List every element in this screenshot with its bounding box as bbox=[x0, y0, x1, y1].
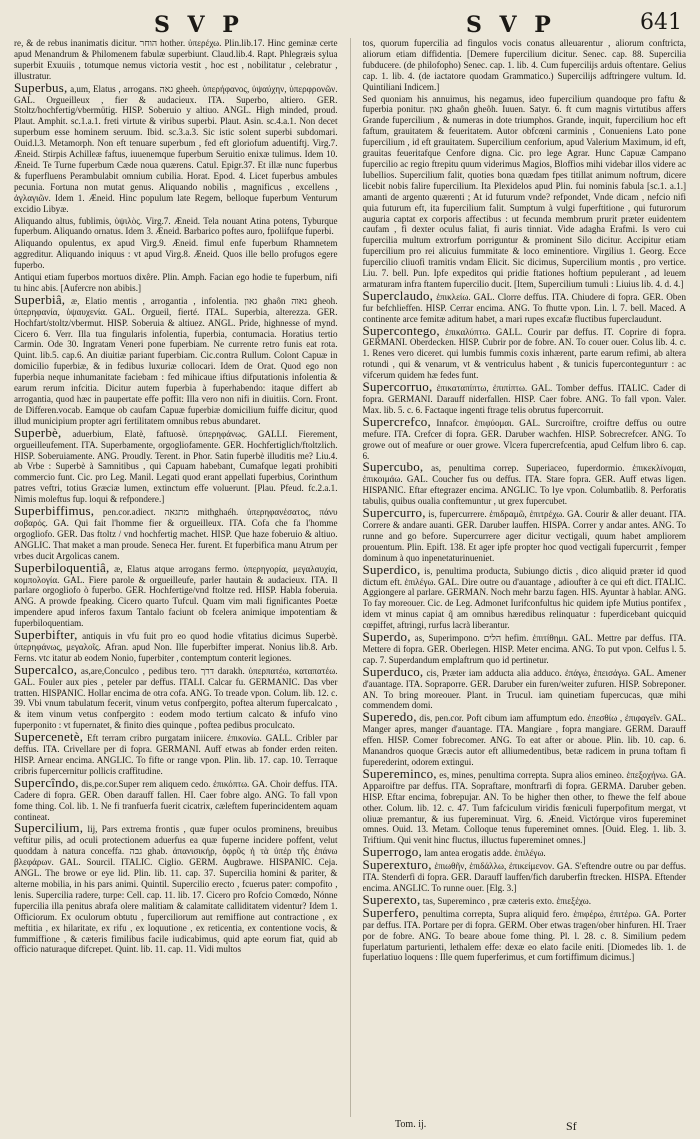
entry-headword: Supercontego, bbox=[362, 322, 440, 338]
entry-headword: Supercalco, bbox=[14, 661, 78, 677]
entry-text: as,are,Conculco , pedibus tero. דרך darakh. ὑπερπατέω, καταπατέω. GAL. Fouler aux pies , peteler par deffus. ITALI. Calcar fu. GERMANIC. Das vber tratten. HISPANIC. Hollar encima de otra cofa. ANG. To treade vpon. Colum. lib. 12. c. 39. Vbi vnum tabulatum fecerit, vinum vetus confpergito, poftea alterum fupercalcato , & item vinum vetus confpergito : eodem modo tertium calcato & infufo vino fuperponito : vt fupernatet, & finito dies quinque , poftea pedibus proculcato. bbox=[14, 665, 338, 731]
entry-text: Aliquando opulentus, ex apud Virg.9. Æneid. fimul enfe fuperbum Rhamnetem aggreditur. Aliquando iniquus : vt apud Virg.8. Æneid. Quos ille bello profugos egere fuperbo. bbox=[14, 238, 338, 271]
dictionary-entry bbox=[14, 729, 338, 777]
page-header bbox=[14, 10, 686, 38]
entry-text: penultima correpta, Supra aliquid fero. ἐπιφέρω, ἐπιτέρω. GA. Porter par deffus. ITA. Portare per di fopra. GERM. Ober etwas tragen/ober hinfuren. HI. Traer por de fobre. ANG. To beare aboue fome thing. Pl. l. 28. c. 8. Similium pedem fuperlatum parturienti, lethalem effe: dexæ eo elato facile eniti. [Diomedes lib. 1. de fuperlatiuo loquens : Ille quem fuperferimus, et cum fortiffimum dicimus.] bbox=[362, 908, 686, 963]
entry-text: Antiqui etiam fuperbos mortuos dixêre. Plin. Amph. Facian ego hodie te fuperbum, nifi tu hinc abis. [Aufercre non abibis.] bbox=[14, 272, 338, 293]
entry-text: aduerbium, Elatè, faftuosè. ὑπερηφάνως. GALLI. Fierement, orgueilleufement. ITA. Superbamente, orgogliofamente. GER. Hochfertiglich/ftoltzlich. HISP. Soberuiamente. ANG. Proudly. Terent. in Phor. Satin fuperbè illuditis me? Liu.4. ab Vrbe : Superbè à Samnitibus , qui Capuam habebant, Cumafque legati prohibiti commercio funt. Cic. pro Leg. Manil. Legati quod erant appellati fuperbius, Corinthum patres veftri, totius Græciæ lumen, extinctum effe voluerunt. [Plau. Pfeud. fc.2.a.1. Nimis moleftus fup. loqui & refpondere.] bbox=[14, 428, 338, 505]
entry-headword: Supercenetè, bbox=[14, 729, 84, 745]
dictionary-entry bbox=[362, 904, 687, 964]
entry-headword: Superfero, bbox=[362, 904, 420, 920]
column-divider bbox=[350, 38, 351, 1117]
dictionary-entry bbox=[14, 661, 338, 731]
entry-text: lam antea erogatis adde. ἐπιλέγω. bbox=[424, 848, 546, 859]
dictionary-entry bbox=[14, 820, 338, 955]
entry-headword: Superbiffimus, bbox=[14, 503, 95, 519]
left-column bbox=[14, 38, 338, 1117]
entry-headword: Superexturo, bbox=[362, 857, 432, 873]
entry-headword: Supercubo, bbox=[362, 459, 424, 475]
entry-headword: Superbiloquentiâ, bbox=[14, 559, 110, 575]
dictionary-entry bbox=[362, 413, 687, 462]
page-number: 641 bbox=[640, 10, 682, 35]
entry-text: dis,pe.cor.Super rem aliquem cedo. ἐπικόπτω. GA. Choir deffus. ITA. Cadere di fopra. GER. Oben darauff fallen. HI. Caer fobre algo. ANG. To fall vpon fome thing. Col. lib. 1. Ne fi tranfuerfa fuerit cicatrix, cæleftem fuperincidentem aquam contineat. bbox=[14, 778, 338, 822]
dictionary-entry bbox=[14, 627, 338, 664]
running-head-right: S V P bbox=[466, 12, 556, 38]
page-footer bbox=[0, 1119, 700, 1133]
entry-text: tas, Supereminco , præ cæteris exto. ἐπιεξέχω. bbox=[422, 895, 591, 906]
entry-text: ἐπιωθῆν, ἐπιδάλλω, ἐπικείμενον. GA. S'eftendre outre ou par deffus. ITA. Stenderfi di fopra. GER. Darauff lauffen/fich daruberfin ftrecken. HISPA. Eftender encima. ANGLIC. To runne ouer. [Elg. 3.] bbox=[362, 861, 686, 893]
dictionary-entry bbox=[362, 663, 687, 712]
dictionary-entry bbox=[14, 291, 338, 427]
entry-text: is, fupercurrere. ἐπιδραμῶ, ἐπιτρέχω. GA. Courir & aller deuant. ITA. Correre & andare auanti. GER. Daruber lauffen. HISPA. Correr y andar antes. ANG. To runne and go before. Supercurrere ager dicitur vectigali, quum habet ampliorem prouentum. Plin. Epift. 138. Et ager ipfe propter hoc quod vectigali fupercurrit , femper dominum à quo inpenetaturinueniet. bbox=[362, 509, 686, 563]
dictionary-entry bbox=[14, 38, 338, 82]
entry-text: ἐπικαταπίπτω, ἐπιπίπτω. GAL. Tomber deffus. ITALIC. Cader di fopra. GERMANI. Darauff niderfallen. HISP. Caer fobre. ANG. To fall vpon. Valer. Max. lib. 5. c. 6. Factaque ingenti ftrage telis obrutus fupercorruit. bbox=[362, 383, 686, 415]
entry-headword: Supercîndo, bbox=[14, 774, 79, 790]
dictionary-entry bbox=[362, 857, 687, 894]
entry-text: Aliquando altus, fublimis, ὑψιλὸς. Virg.7. Æneid. Tela nouant Atina potens, Tyburque fuperbum. Aliquando ornatus. Idem 3. Æneid. Barbarico poftes auro, fpoliifque fuperbi. bbox=[14, 215, 338, 237]
entry-headword: Superbè, bbox=[14, 424, 62, 440]
dictionary-entry bbox=[363, 38, 687, 93]
entry-text: cis, Præter iam adducta alia adduco. ἐπάγω, ἐπεισάγω. GAL. Amener d'auantage. ITA. Sopraporre. GER. Daruber ein furen/weiter zufuren. HISP. Sobreponer. AN. To bring moreouer. Plant. in Trucul. iam quinetiam fupercucas, quæ mihi commendem domi. bbox=[362, 667, 686, 711]
entry-headword: Supercurro, bbox=[362, 505, 426, 521]
dictionary-entry bbox=[362, 287, 687, 325]
dictionary-entry bbox=[14, 79, 338, 215]
entry-text: dis, pen.cor. Poft cibum iam affumptum edo. ἐπεσθίω , ἐπιφαγεῖν. GAL. Manger apres, manger d'auantage. ITA. Mangiare , fopra mangiare. GERM. Darauff effen. HISP. Comer fobrecomer. ANG. To eat after or aboue. Plin. lib. 10. cap. 6. Manandros quoque Græcis autor eft alliumedentibus, betæ radicem in pruna toftam fi fuperederint, odorem extingui. bbox=[362, 713, 686, 767]
dictionary-entry bbox=[362, 561, 687, 631]
dictionary-entry bbox=[362, 505, 687, 564]
dictionary-entry bbox=[14, 424, 338, 505]
entry-text: æ, Elatus atque arrogans fermo. ὑπερηγορία, μεγαλαυχία, κομπολογία. GAL. Fiere parole & orgueilleufe, parler hautain & audacieux. ITA. Il parlare orgogliofo ò fuperbo. GER. Hochfertige/vnd ftoltze red. HISP. Habla foberuia. ANG. A prowde fpeaking. Cicero quarto Tufcul. Quam vim mali fignificantes Poetæ impendere apud inferos faxum Tantalo faciunt ob fcelera animique impotentiam & fuperbiloquentiam. bbox=[14, 563, 338, 629]
dictionary-entry bbox=[363, 94, 687, 290]
dictionary-entry bbox=[14, 272, 338, 294]
dictionary-entry bbox=[14, 216, 338, 238]
entry-text: antiquis in vfu fuit pro eo quod hodie vfitatius dicimus Superbè. ὑπερηφάνως, μεγαλοῖς. Afran. apud Non. Ille fuperbifter imperat. Nonius lib.8. Arb. Ferns. vtc itatur ab eodem Nonio, fuperbiter , contemptum conterit legiones. bbox=[14, 631, 338, 663]
entry-headword: Superclaudo, bbox=[362, 287, 434, 303]
entry-text: as, Superimpono. הלים hefim. ἐπιτίθημι. GAL. Mettre par deffus. ITA. Mettere di fopra. GER. Oberlegen. HISP. Meter encima. ANG. To put vpon. Celfus l. 5. cap. 7. Superdandum emplaftrum quo id pertinetur. bbox=[362, 633, 686, 665]
entry-text: lij, Pars extrema frontis , quæ fuper oculos prominens, breuibus veftitur pilis, ad oculi protectionem aduerfus ea quæ fuperne incidere poffent, velut quoddam à natura conceffa. גבה ghab. ἀπανισικήρ, ὀφρῦς ἡ τὰ ὑπέρ τῆς ἐπάνω βλεφάρων. GAL. Sourcil. ITALIC. Ciglio. GERM. Augbrawe. HISPANIC. Ceja. ANGL. The browe or eye lid. Plin. lib. 11. cap. 37. Supercilia homini & pariter, & alterne mobilia, in his pars animi. Quintil. Supercilio erecto , fcuerus pater: compofito , lenis. Supercilia radere, turpe: Cell. cap. 11. lib. 17. Cicero pro Rofcio Comœdo, Nónne fupercilia illa penitus abrafa olere malitiam & calamitate calliditatem videntur? Idem 1. Officiorum. Ex oculorum obtutu , fuperciliorum aut remiffione aut contractione , ex meftitia , ex hilaritate, ex rifu , ex loquutione , ex reticentia, ex contentione vocis, & fummiffione , & cæteris fimilibus facile iudicabimus, quid apte eorum fiat, quid ab officio naturaque difcrepet. Quint. lib. 11. cap. 11. Vidi multos bbox=[14, 824, 338, 955]
entry-headword: Superdo, bbox=[362, 629, 411, 645]
dictionary-entry bbox=[362, 709, 687, 768]
entry-headword: Superdico, bbox=[362, 561, 421, 577]
entry-headword: Superbifter, bbox=[14, 627, 78, 643]
entry-text: Sed quoniam his annuimus, his negamus, ideo fupercilium quandoque pro faftu & fuperbia ponitur. גאון ghaôn gheôh. Iuuen. Satyr. 6. ft cum magnis virtutibus affers Grande fupercilium , & numeras in dote triumphos. Grande, inquit, fupercilium hoc eft faftum, grauitatem & feueritatem. Autor obfcœni carminis , Conueniens Lato pone fupercilium , id eft grauitatem. Supercilium cenforium, apud Valerium Maximum, id eft, grauitas feueritafque Cenfore digna. Cic. pro lege Agrar. Hunc Capuæ Campano fupercilio ac regio ftrepitu quum viderimus Magios, Bloffios mihi videbar illos videre ac Iubellios. Supercilium falit, quoties bona quædam fpes titillat animum noftrum, dicere licebit nobis falire fupercilium. Ita Plexidelos apud Plin. fui nominis fabula [sc.1. a.1.] amanti de argento quærenti ; At id futurum vnde? refpondet, Vnde dicam , nefcio nifi quia futurum eft, ita fupercilium falit. Sumptum à vulgi fuperftitione , qui futurorum auguria captat ex corporis affectibus : ut fecunda membrum prurit præter euidentem caufam , fi dexter oculus faliat, fi auris tinniat. Vide adagha Erafmi. Is vero cui fupercilia multum extrorfum porriguntur & prominent Silo dicitur. Accipitur etiam fupercilium pro rei alicuius fummitate & loco eminentiore. Virgilius 1. Georg. Ecce fupercilio cliuofi tramitis vndam Elicit. Sic dicimus, Supercilium montis , pro vertice. Liu. 7. bell. Pun. Ipfe expeditos qui pridie ftationes hoftium pepulerant , ad leuem armaturam infra ftantem fupercilio ducit. [Item, Supercilium tumuli : Liuius lib. 4. d. 4.] bbox=[362, 93, 686, 289]
entry-headword: Superexto, bbox=[362, 891, 421, 907]
entry-text: is, penultima producta, Subiungo dictis , dico aliquid præter id quod dictum eft. ἐπιλέγω. GAL. Dire outre ou d'auantage , adioufter à ce qui eft dict. ITALIC. Aggiongere al parlare. GERMAN. Noch mehr barzu fagen. HIS. Ayuntar à hablar. ANG. To fay moreouer. Cic. de Leg. Admonet Iurifconfultus hic quidem ipfe Mutius pontifex , idem vt minus capiat q̃ am omnibus hæredibus relinquatur : fuperdicebant quicquid cœpiffet, aftringi, rurfus lacrà liberantur. bbox=[362, 565, 686, 631]
dictionary-entry bbox=[14, 503, 338, 562]
entry-text: es, mines, penultima correpta. Supra alios emineo. ἐπεξοχήνω. GA. Apparoiftre par deffus. ITA. Sopraftare, monftrarfi di fopra. GERMA. Daruber geben. HISP. Eftar encima, fobrepujar. AN. To be higher then other, to fhewe the felf aboue other. Colum. lib. 12. c. 47. Tum fafciculum viridis fœniculi fuperpofitum mergat, vt oliuæ premantur, & ius fupereminuat. Virg. 6. Æneid. Victórque viros fupereminet omnes. Ouid. 13. Metam. Colloque tenus fupereminet omnes. [Ouid. Eleg. 1. lib. 3. Triftium. Qui venit hinc fluctus, illuctus fupereminet omnes.] bbox=[362, 769, 686, 846]
dictionary-entry bbox=[362, 322, 687, 382]
entry-text: ἐπικαλύπτω. GALL. Courir par deffus. IT. Coprire di fopra. GERMANI. Oberdecken. HISP. Cubrir por de fobre. AN. To couer ouer. Colus lib. 4. c. 1. Renes vero diceret. qui lumbis fummis coxis inhærent, parte earum refimi, ab altera rotundi , qui & venarum, vt & ventriculus habent , & tunicis fupercontegunturr : ac vifcerum quidem hæ fedes funt. bbox=[362, 326, 686, 381]
entry-headword: Supereminco, bbox=[362, 765, 437, 781]
dictionary-entry bbox=[362, 629, 687, 666]
entry-text: ἐπικλείω. GAL. Clorre deffus. ITA. Chiudere di fopra. GER. Oben fur befchlieffen. HISP. Cerrar encima. ANG. To fhutte vpon. Lin. l. 7. bell. Maced. A continente arce femitæ aditum habet, a mari rupes excafæ fluctibus fuperclaudunt. bbox=[362, 291, 686, 324]
signature-mark: Sf bbox=[566, 1119, 577, 1133]
dictionary-entry bbox=[362, 765, 687, 846]
entry-headword: Supercrefco, bbox=[362, 413, 431, 429]
dictionary-entry bbox=[14, 238, 338, 271]
text-columns bbox=[14, 38, 686, 1117]
dictionary-entry bbox=[14, 559, 338, 629]
entry-text: as, penultima correp. Superiaceo, fuperdormio. ἐπικεκλίνομαι, ἐπικοιμάω. GAL. Coucher fus ou deffus. ITA. Stare fopra. GER. Auff etwas ligen. HISPANIC. Eftar eftegrazer encima. ANGLIC. To lye vpon. Columbatlib. 8. Perforatis tabulis, quibus oualia conftemuntur , ut grex fupercubet. bbox=[362, 463, 686, 507]
entry-text: a,um, Elatus , arrogans. גאה gheeh. ὑπερήφανος, ὑψαύχην, ὑπερφρονῶν. GAL. Orgueilleux , fier & audacieux. ITA. Superbo, altiero. GER. Stoltz/hochfertig/vbermütig. HISP. Soberuio y altiuo. ANGL. High minded, proud. Plaut. Amphit. sc.1.a.1. freti virtute & viribus superbi. Plaut. Asin. sc.4.a.1. Non decet superbum esse hominem seruum. Ibid. sc.3.a.3. Sic istic solent superbi subdomari. Ouid.l.3. Metamorph. Non eft tenuare superbum , fed eft gloriofum aduentiftj. Virg.7. Æneid. Stirpis Achilleæ faftus, iuuenemque fuperbum Seruitio enixæ tulimus. Idem 10. Æneid. Te Turne fuperbum Cæde noua quærens. Catul. Epigr.37. Et illæ nunc fuperbus & fuperfluens Perambulabit omnium cubilia. Horat. Epod. 4. Licet fuperbus ambules pecunia. Fortuna non mutat genus. Aliquando nobilis , magnificus , excellens , ἀγλαγιῶν. Idem 1. Æneid. Hinc populum late Regem, belloque fuperbum Venturum excidio Libyæ. bbox=[14, 83, 338, 214]
entry-text: re, & de rebus inanimatis dicitur. הוחר hother. ὑπερέχω. Plin.lib.17. Hinc geminæ certe apud Menandrum & Philomenem fabulæ superbiunt. Claud.lib.4. Rapt. Phlegræis sylua superbit Exuuiis , totumque nemus victoria vestit , hoc est , nobilitatur , celebratur , illustratur. bbox=[14, 38, 338, 81]
entry-headword: Supercilium, bbox=[14, 820, 84, 836]
entry-text: tos, quorum fupercilia ad fingulos vocis conatus alleuarentur , aliorum conftricta, aliorum etiam diffidentia. [Demere fupercilium dicitur. Senec. cap. 88. Supercilia fubducere. (de philofopho) Senec. cap. 1. lib. 4. Cum fupercilijs arduis oftentare. Gelius cap. 1. lib. 4. (de iactatore quodam Grammatico.) Supercilijs adftringere vultum. Id. Quintiliani Indicem.] bbox=[362, 38, 686, 92]
dictionary-entry bbox=[362, 459, 687, 507]
entry-headword: Superduco, bbox=[362, 663, 424, 679]
dictionary-entry bbox=[14, 774, 338, 823]
entry-headword: Supercorruo, bbox=[362, 379, 433, 395]
volume-mark: Tom. ij. bbox=[395, 1119, 427, 1130]
right-column bbox=[363, 38, 687, 1117]
entry-text: pen.cor.adiect. מתגאה mithghaéh. ὑπερηφανέσατος, πάνυ σοβαρός. GA. Qui fait l'homme fier & orgueilleux. ITA. Cofa che fa l'homme orgogliofo. GER. Das ftoltz / vnd hochfertig machet. HISP. Que haze foberuio & altiuo. ANGLIC. That maket a man proude. Seneca Her. furent. Et fuperbifica manu Atrum per vrbes ducit Argolicas canem. bbox=[14, 507, 338, 561]
dictionary-entry bbox=[362, 379, 687, 416]
entry-headword: Superbiâ, bbox=[14, 291, 66, 307]
entry-headword: Superbus, bbox=[14, 79, 68, 95]
entry-headword: Superedo, bbox=[362, 709, 417, 725]
entry-text: æ, Elatio mentis , arrogantia , infolentia. גאון ghaôn נאוה gheoh. ὑπερηφανία, ὑψαυχενία. GAL. Orgueil, fierté. ITAL. Superbia, alterezza. GER. Hochfart/stoltz/vbermut. HISP. Soberuia & altiuez. ANGL. Pride, highnesse of mynd. Cicero 6. Verr. Illa tua fingularis infolentia, fuperbia, contumacia. Horatius tertio Carmin. Ode 30. Ingratam Veneri pone fuperbiam. Ne currente retro funis eat rota. Quint. lib.5. cap.6. An diuitiæ pariant fuperbiam. Cic.contra Rullum. Colont Capuæ in domicilio fuperbiæ, & in fedibus luxuriæ collocari. Idem de Orat. Quod ego non fuperbia neque inhumanitate faciebam : fed mihicaue iftius difputationis infolentia & earum rerum infcitia. Dicitur autem fuperbia à fuperhabendo: itaque differt ab arrogantia, quod hæc in paupertate effe poffit: Illa vero non nifi in diuitiis. Corn. Front. de Differen.vocab. Eamque ob caufam Capuæ fuperbiæ domicilium fuiffe dicitur, quod illud municipium propter agri fertilitatem omnibus rebus abundaret. bbox=[14, 295, 338, 426]
entry-text: Innafcor. ἐπιφύομαι. GAL. Surcroiftre, croiftre deffus ou outre mefure. ITA. Crefcer di fopra. GER. Daruber wachfen. HISP. Sobrecrefcer. ANG. To growe out of meafure or ouer growe. Vlcera fupercrefcentia, apud Celfum libro 6. cap. 6. bbox=[362, 417, 686, 461]
running-head-left: S V P bbox=[154, 12, 244, 38]
entry-headword: Superrogo, bbox=[362, 844, 422, 860]
entry-text: Eft terram cribro purgatam iniicere. ἐπικονίω. GALL. Cribler par deffus. ITA. Crivellare per di fopra. GERMANI. Auff etwas ab fonder erden reiten. HISP. Arnear encima. ANGLIC. To fifte or range vpon. Plin. lib. 17. cap. 10. Terraque cribris fupercernitur pollicis craffitudine. bbox=[14, 733, 338, 776]
